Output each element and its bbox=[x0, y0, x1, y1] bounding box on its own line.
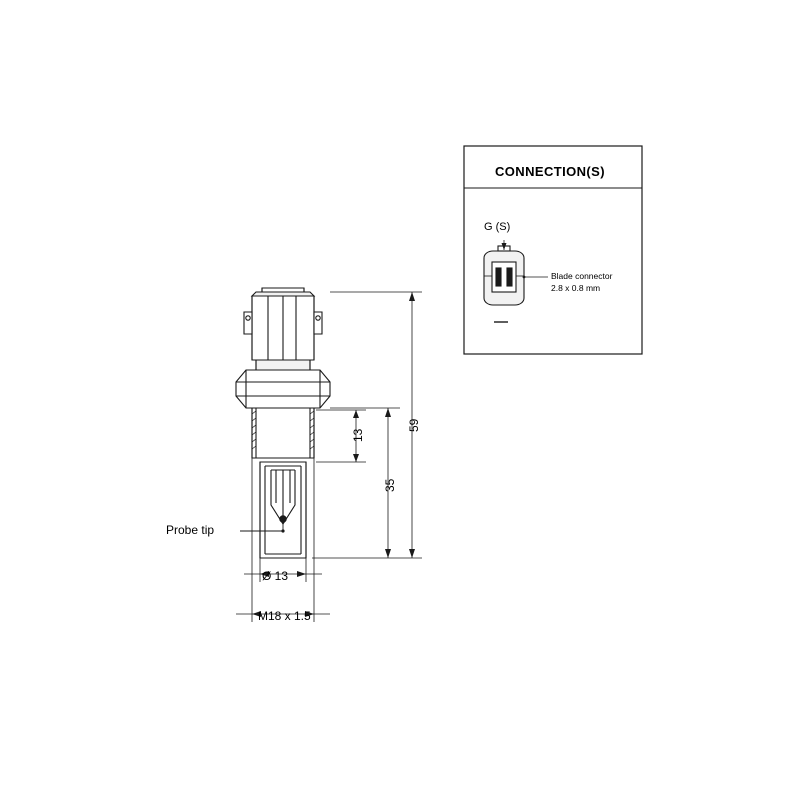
blade-connector-label-line1: Blade connector bbox=[551, 271, 613, 281]
blade-connector-label-line2: 2.8 x 0.8 mm bbox=[551, 283, 601, 293]
dimension-value-59: 59 bbox=[407, 418, 421, 432]
diameter-label: Ø 13 bbox=[262, 569, 289, 583]
connector-housing bbox=[244, 288, 322, 360]
probe-tip-label: Probe tip bbox=[166, 523, 215, 537]
dimension-59 bbox=[312, 292, 422, 558]
threaded-shank bbox=[252, 408, 314, 458]
hex-nut bbox=[236, 370, 330, 408]
connector-code-label: G (S) bbox=[484, 221, 511, 233]
dimension-value-13: 13 bbox=[351, 428, 365, 442]
connector-face bbox=[484, 246, 524, 305]
thread-label: M18 x 1.5 bbox=[258, 609, 311, 623]
connection-title: CONNECTION(S) bbox=[495, 164, 605, 179]
dimension-value-35: 35 bbox=[383, 478, 397, 492]
